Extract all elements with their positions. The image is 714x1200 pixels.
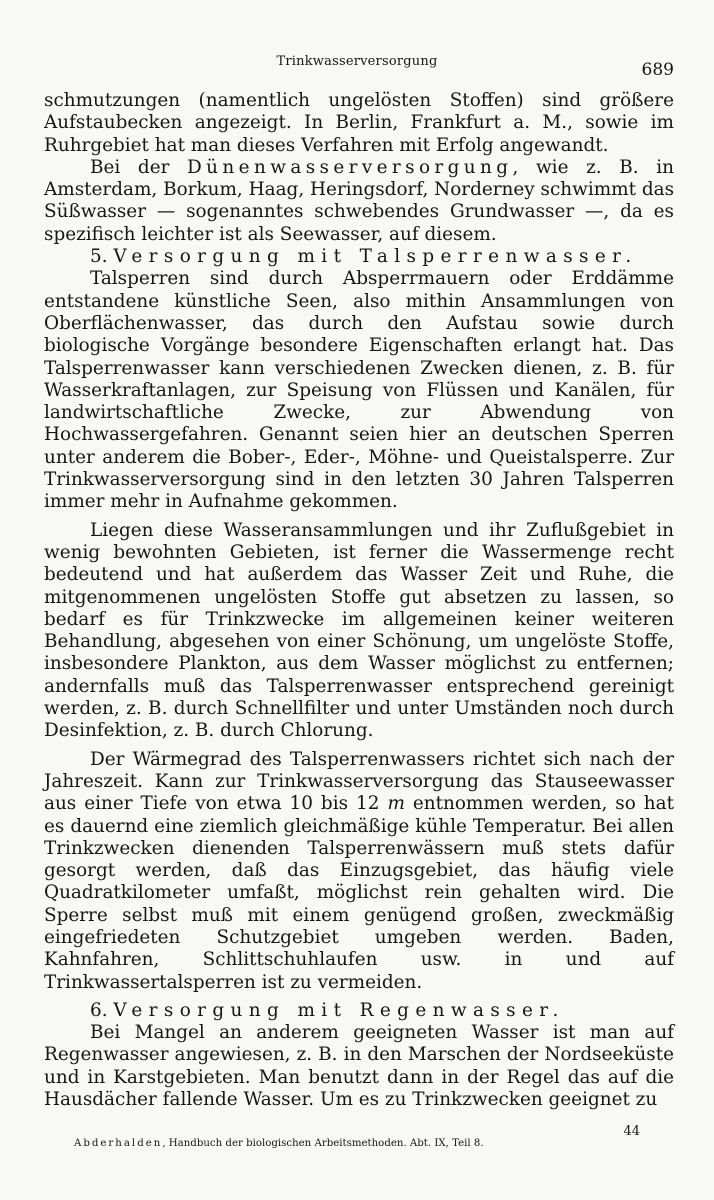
- paragraph-regenwasser: Bei Mangel an anderem geeigneten Wasser ist man auf Regenwasser angewiesen, z. B. in den Marschen der Nordseeküste und in Karstgebieten. Man benutzt dann in der Regel das auf die Hausdächer fallende Wasser. Um es zu Trinkzwecken geeignet zu: [44, 1022, 674, 1111]
- section-number: 6.: [90, 999, 114, 1021]
- paragraph-continuation: schmutzungen (namentlich ungelösten Stoffen) sind größere Aufstaubecken angezeigt. In Berlin, Frankfurt a. M., sowie im Ruhrgebiet hat man dieses Verfahren mit Erfolg angewandt.: [44, 90, 674, 156]
- paragraph-waermegrad: [44, 749, 674, 994]
- emphasized-term: Dünenwasserversorgung: [187, 156, 513, 178]
- body-text: [44, 90, 674, 1111]
- unit-meter: m: [387, 793, 405, 815]
- sheet-number: 44: [623, 1124, 640, 1139]
- paragraph-text: Der Wärmegrad des Talsperrenwassers richtet sich nach der Jahreszeit. Kann zur Trinkwasserversorgung das Stauseewasser aus einer Tiefe von etwa 10 bis 12: [44, 748, 674, 815]
- paragraph-text: Bei der: [90, 156, 188, 178]
- running-title: Trinkwasserversorgung: [276, 54, 438, 69]
- section-number: 5.: [90, 246, 114, 268]
- citation-text: , Handbuch der biologischen Arbeitsmethoden. Abt. IX, Teil 8.: [162, 1138, 484, 1149]
- page-footer: [74, 1124, 654, 1148]
- signature-line: [74, 1138, 484, 1149]
- paragraph-text: , wie z. B. in Amsterdam, Borkum, Haag, Heringsdorf, Norderney schwimmt das Süßwasser — sogenanntes schwebendes Grundwasser —, da es spezifisch leichter ist als Seewasser, auf diesem.: [44, 156, 675, 245]
- section-title: Versorgung mit Regenwasser.: [113, 999, 565, 1021]
- author-name: Abderhalden: [74, 1138, 163, 1149]
- paragraph-wasseransammlungen: Liegen diese Wasseransammlungen und ihr Zuflußgebiet in wenig bewohnten Gebieten, ist ferner die Wassermenge recht bedeutend und hat außerdem das Wasser Zeit und Ruhe, die mitgenommenen ungelösten Stoffe gut absetzen zu lassen, so bedarf es für Trinkzwecke im allgemeinen keiner weiteren Behandlung, abgesehen von einer Schönung, um ungelöste Stoffe, insbesondere Plankton, aus dem Wasser möglichst zu entfernen; andernfalls muß das Talsperrenwasser entsprechend gereinigt werden, z. B. durch Schnellfilter und unter Umständen noch durch Desinfektion, z. B. durch Chlorung.: [44, 519, 674, 742]
- paragraph-duenenwasser: [44, 157, 674, 246]
- paragraph-talsperren: Talsperren sind durch Absperrmauern oder Erddämme entstandene künstliche Seen, also mithin Ansammlungen von Oberflächenwasser, das durch den Aufstau sowie durch biologische Vorgänge besondere Eigenschaften erlangt hat. Das Talsperrenwasser kann verschiedenen Zwecken dienen, z. B. für Wasserkraftanlagen, zur Speisung von Flüssen und Kanälen, für landwirtschaftliche Zwecke, zur Abwendung von Hochwassergefahren. Genannt seien hier an deutschen Sperren unter anderem die Bober-, Eder-, Möhne- und Queistalsperre. Zur Trinkwasserversorgung sind in den letzten 30 Jahren Talsperren immer mehr in Aufnahme gekommen.: [44, 268, 674, 513]
- page-number: 689: [641, 60, 674, 80]
- page-header: [40, 50, 674, 80]
- section-heading-5: [44, 246, 674, 268]
- section-title: Versorgung mit Talsperrenwasser.: [113, 246, 638, 268]
- section-heading-6: [44, 1000, 674, 1022]
- paragraph-text: entnommen werden, so hat es dauernd eine ziemlich gleichmäßige kühle Temperatur. Bei allen Trinkzwecken dienenden Talsperrenwässern muß stets dafür gesorgt werden, daß das Einzugsgebiet, das häufig viele Quadratkilometer umfaßt, möglichst rein gehalten wird. Die Sperre selbst muß mit einem genügend großen, zweckmäßig eingefriedeten Schutzgebiet umgeben werden. Baden, Kahnfahren, Schlittschuhlaufen usw. in und auf Trinkwassertalsperren ist zu vermeiden.: [44, 793, 675, 993]
